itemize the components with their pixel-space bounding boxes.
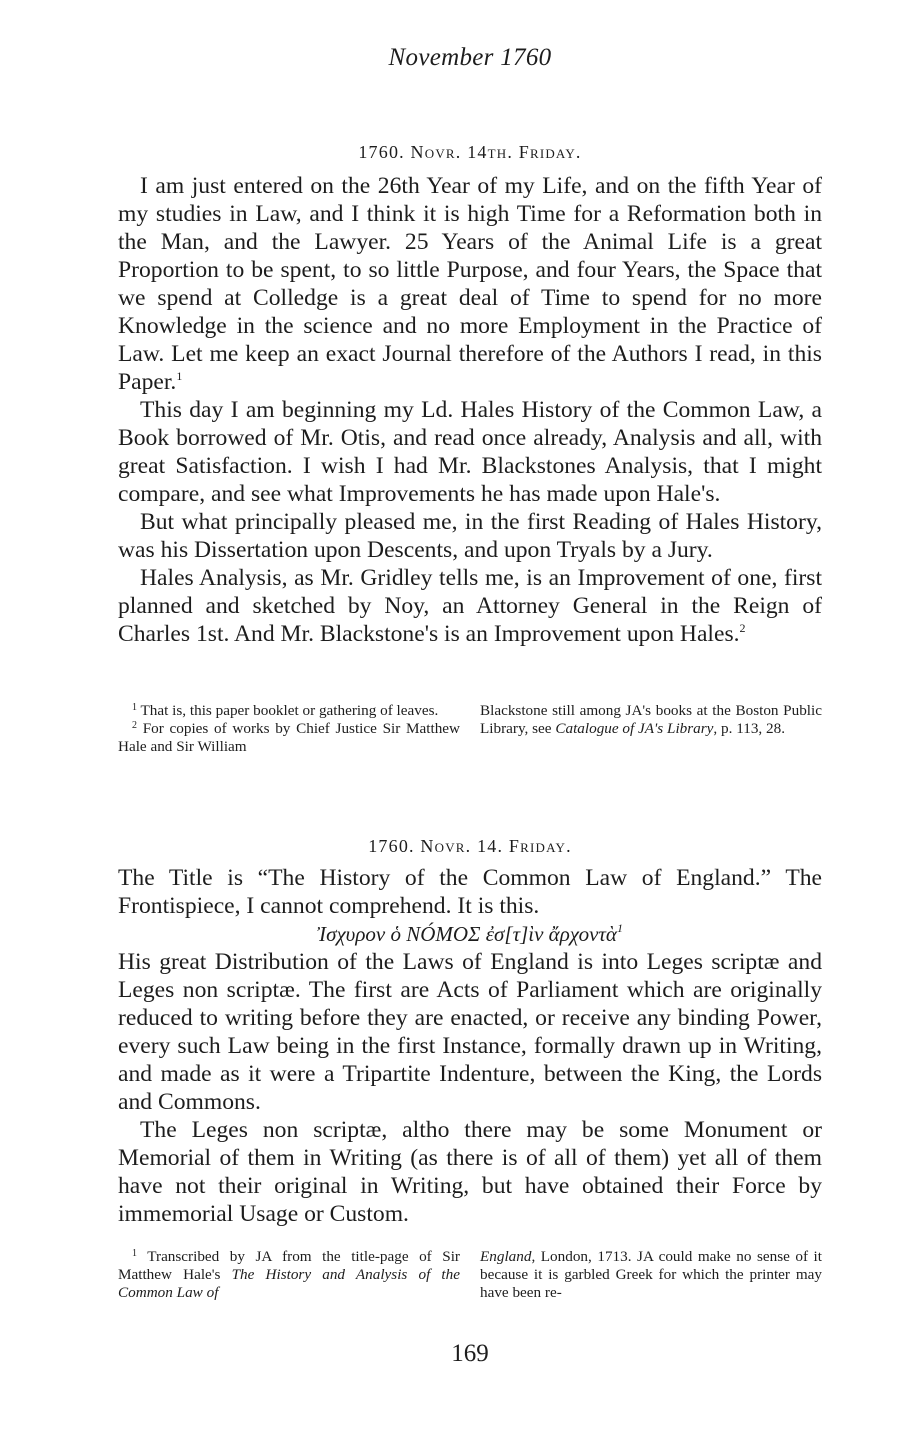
entry-body bbox=[118, 864, 822, 1228]
footnotes bbox=[118, 1248, 822, 1302]
footnote-column bbox=[480, 702, 822, 756]
footnote-continuation: Blackstone still among JA's books at the Boston Public Library, see Catalogue of JA's Library, p. 113, 28. bbox=[480, 702, 822, 737]
footnote: $^1$ That is, this paper booklet or gathering of leaves. bbox=[132, 702, 439, 719]
footnote-continuation: England, London, 1713. JA could make no sense of it because it is garbled Greek for which the printer may have been re- bbox=[480, 1248, 822, 1301]
entry-heading: 1760. Novr. 14th. Friday. bbox=[358, 142, 582, 162]
paragraph: Hales Analysis, as Mr. Gridley tells me, is an Improvement of one, first planned and sketched by Noy, an Attorney General in the Reign of Charles 1st. And Mr. Blackstone's is an Improvement upon Hales.$^2$ bbox=[118, 565, 822, 647]
paragraph: His great Distribution of the Laws of England is into Leges scriptæ and Leges non scriptæ. The first are Acts of Parliament which are originally reduced to writing before they are enacted, or receive any binding Power, every such Law being in the first Instance, formally drawn up in Writing, and made as it were a Tripartite Indenture, between the King, the Lords and Commons. bbox=[118, 949, 822, 1115]
entry-body bbox=[118, 172, 822, 648]
footnote-ref[interactable]: 1 bbox=[616, 921, 623, 935]
entry-heading: 1760. Novr. 14. Friday. bbox=[368, 836, 572, 856]
footnote-ref[interactable]: 1 bbox=[176, 369, 183, 383]
footnote-ref[interactable]: 2 bbox=[739, 621, 746, 635]
running-head: November 1760 bbox=[388, 44, 552, 71]
paragraph: I am just entered on the 26th Year of my Life, and on the fifth Year of my studies in Law, and I think it is high Time for a Reformation both in the Man, and the Lawyer. 25 Years of the Animal Life is a great Proportion to be spent, to so little Purpose, and four Years, the Space that we spend at Colledge is a great deal of Time to spend for no more Knowledge in the science and no more Employment in the Practice of Law. Let me keep an exact Journal therefore of the Authors I read, in this Paper.$^1$ bbox=[118, 173, 822, 395]
footnote: $^2$ For copies of works by Chief Justice Sir Matthew Hale and Sir William bbox=[118, 720, 461, 755]
paragraph: The Title is “The History of the Common Law of England.” The Frontispiece, I cannot comprehend. It is this. bbox=[118, 865, 822, 919]
paragraph: But what principally pleased me, in the first Reading of Hales History, was his Dissertation upon Descents, and upon Tryals by a Jury. bbox=[118, 509, 822, 563]
paragraph: This day I am beginning my Ld. Hales History of the Common Law, a Book borrowed of Mr. Otis, and read once already, Analysis and all, with great Satisfaction. I wish I had Mr. Blackstones Analysis, that I might compare, and see what Improvements he has made upon Hale's. bbox=[118, 397, 822, 507]
footnote: $^1$ Transcribed by JA from the title-page of Sir Matthew Hale's The History and Analysis of the Common Law of bbox=[118, 1248, 460, 1301]
page-number: 169 bbox=[451, 1340, 489, 1367]
paragraph: The Leges non scriptæ, altho there may be some Monument or Memorial of them in Writing (as there is of all of them) yet all of them have not their original in Writing, but have obtained their Force by immemorial Usage or Custom. bbox=[118, 1117, 822, 1227]
footnote-column bbox=[118, 1248, 460, 1302]
footnote-column bbox=[118, 702, 460, 756]
footnote-column bbox=[480, 1248, 822, 1302]
greek-motto: Ἰσχυρον ὁ NÓMOΣ ἐσ[τ]ὶν ἄρχοντὰ$^1$ bbox=[317, 921, 623, 946]
footnotes bbox=[118, 702, 822, 756]
